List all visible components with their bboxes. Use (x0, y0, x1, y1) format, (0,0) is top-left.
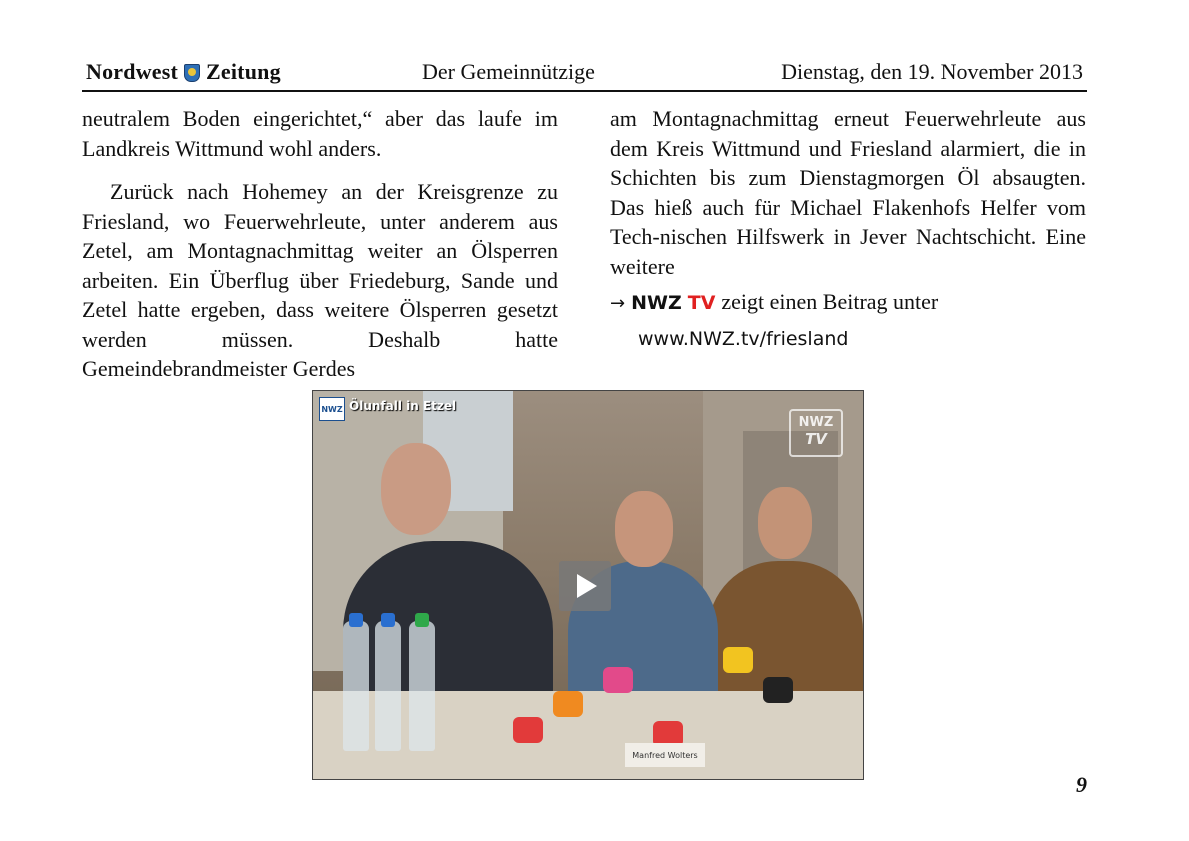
video-player[interactable] (312, 390, 864, 780)
microphone (513, 717, 543, 743)
paragraph: am Montagnachmittag erneut Feuerwehrleute aus dem Kreis Wittmund und Friesland alarmiert, die in Schichten bis zum Dienstagmorgen Öl absaugten. Das hieß auch für Michael Flakenhofs Helfer vom Tech-nischen Hilfswerk in Jever Nachtschicht. Eine weitere (610, 106, 1086, 279)
water-bottle (375, 621, 401, 751)
play-icon (577, 574, 597, 598)
issue-date: Dienstag, den 19. November 2013 (781, 59, 1083, 84)
microphone (553, 691, 583, 717)
masthead-nordwest: Nordwest (86, 59, 179, 84)
bottle-cap (415, 613, 429, 627)
water-bottle (409, 621, 435, 751)
nwz-tv-watermark (789, 409, 843, 457)
masthead (86, 59, 281, 85)
nameplate: Manfred Wolters (625, 743, 705, 767)
video-person (615, 491, 673, 567)
microphone (723, 647, 753, 673)
video-url-link[interactable]: www.NWZ.tv/friesland (638, 327, 849, 350)
bottle-cap (349, 613, 363, 627)
masthead-zeitung: Zeitung (206, 59, 281, 84)
paragraph: neutralem Boden eingerichtet,“ aber das laufe im Landkreis Wittmund wohl anders. (82, 106, 558, 161)
tv-brand: NWZ (631, 292, 682, 314)
right-column (610, 104, 1086, 354)
page-header (82, 56, 1087, 92)
paragraph: Zurück nach Hohemey an der Kreisgrenze zu Friesland, wo Feuerwehrleute, unter anderem aus Zetel, am Montagnachmittag weiter an Ölsperren arbeiten. Ein Überflug über Friedeburg, Sande und Zetel hatte ergeben, dass weitere Ölsperren gesetzt werden müssen. Deshalb hatte Gemeindebrandmeister Gerdes (82, 179, 558, 381)
page-number: 9 (1076, 772, 1087, 797)
bottle-cap (381, 613, 395, 627)
watermark-tv: TV (805, 430, 827, 448)
arrow-right-icon: → (610, 293, 626, 314)
section-title: Der Gemeinnützige (422, 59, 595, 84)
video-title: Ölunfall in Etzel (349, 399, 457, 413)
tv-text: zeigt einen Beitrag unter (721, 289, 939, 314)
microphone (763, 677, 793, 703)
microphone (603, 667, 633, 693)
video-person (381, 443, 451, 535)
watermark-brand: NWZ (798, 415, 834, 430)
left-column (82, 104, 558, 384)
video-person (758, 487, 812, 559)
coat-of-arms-icon (184, 64, 200, 82)
play-button[interactable] (559, 561, 611, 611)
water-bottle (343, 621, 369, 751)
tv-suffix: TV (687, 292, 716, 314)
tv-reference (610, 287, 1086, 319)
nwz-logo: NWZ (319, 397, 345, 421)
